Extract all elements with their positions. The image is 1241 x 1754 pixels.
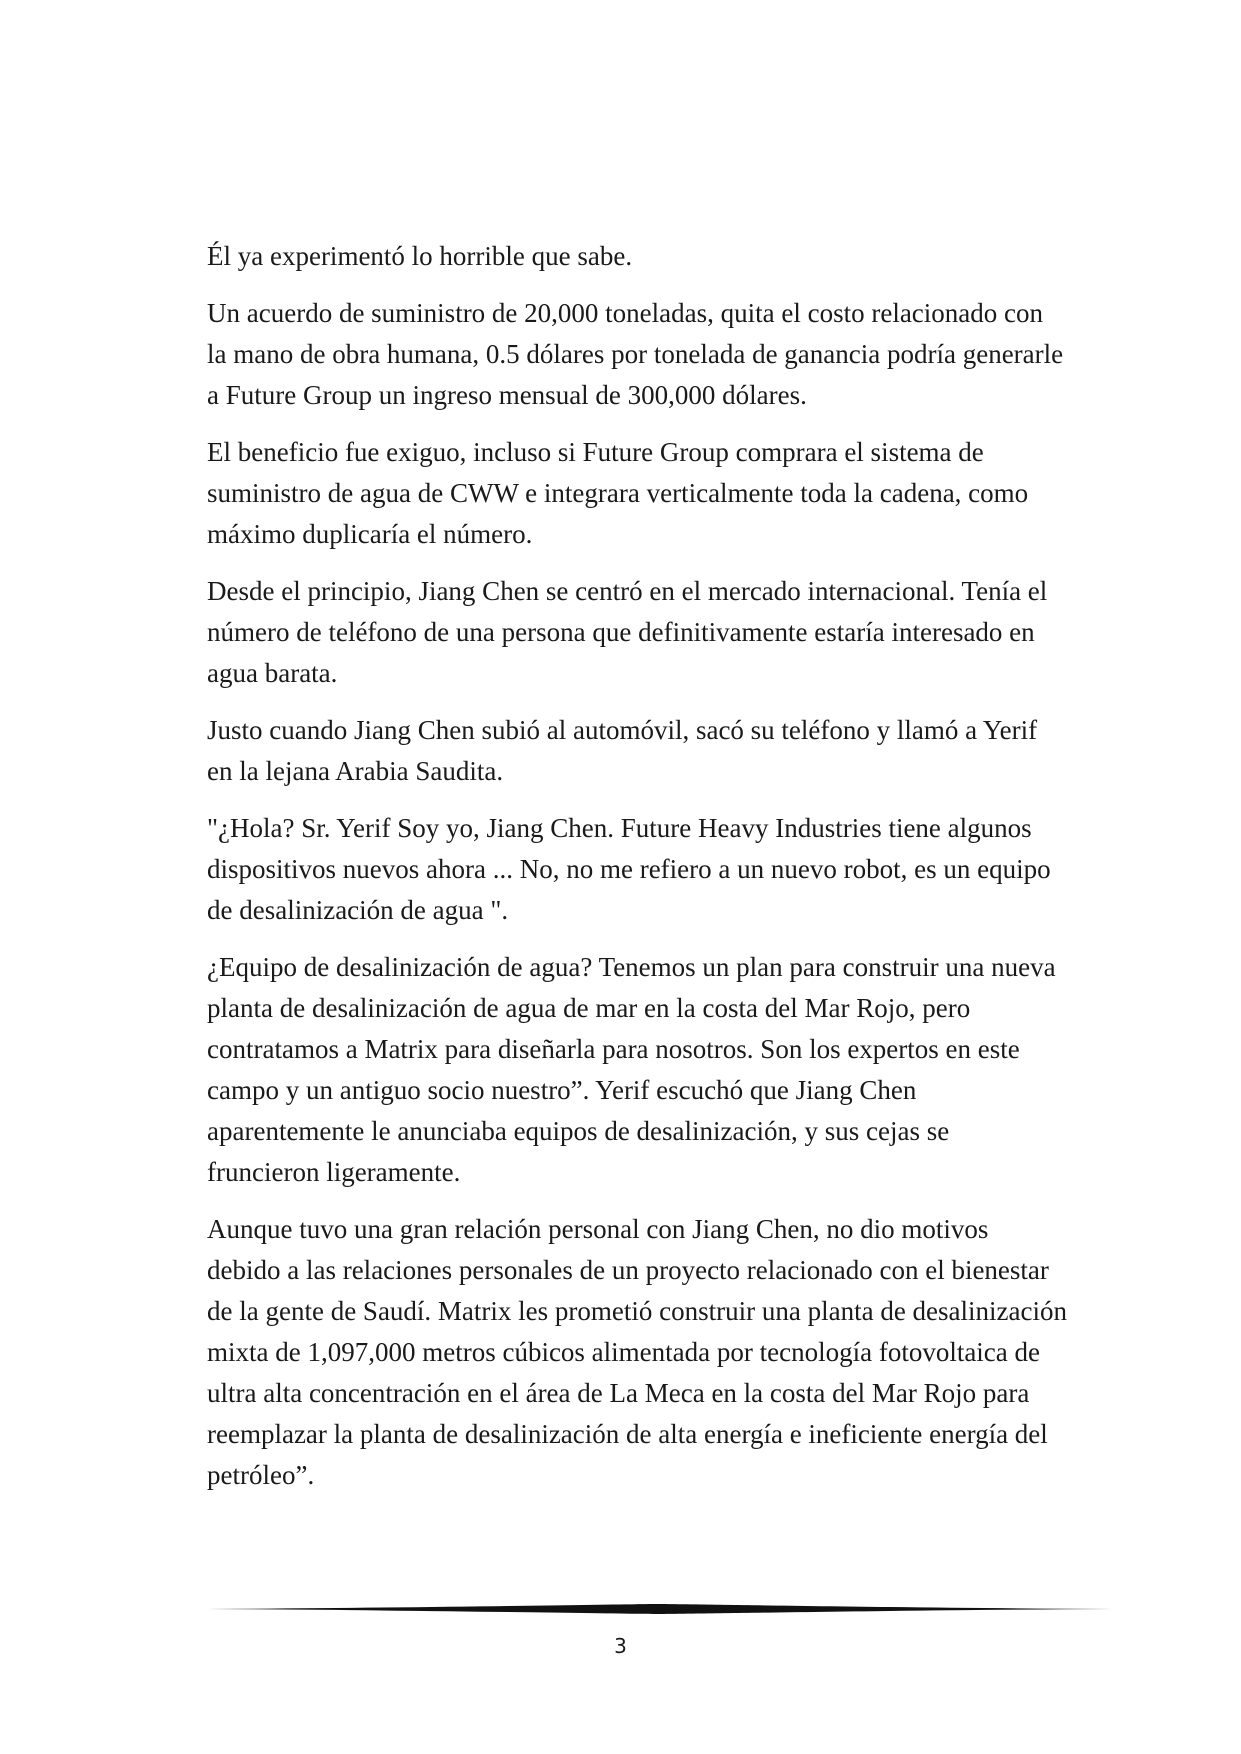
paragraph-3: El beneficio fue exiguo, incluso si Future Group comprara el sistema de suministro de agua de CWW e integrara verticalmente toda la cadena, como máximo duplicaría el número.	[207, 437, 1029, 549]
page-number: 3	[614, 1634, 627, 1658]
paragraph-4: Desde el principio, Jiang Chen se centró en el mercado internacional. Tenía el número de teléfono de una persona que definitivamente estaría interesado en agua barata.	[207, 576, 1048, 688]
body-text	[207, 236, 1067, 1512]
paragraph-6: "¿Hola? Sr. Yerif Soy yo, Jiang Chen. Future Heavy Industries tiene algunos dispositivos nuevos ahora ... No, no me refiero a un nuevo robot, es un equipo de desalinización de agua ".	[207, 813, 1051, 925]
paragraph-5: Justo cuando Jiang Chen subió al automóvil, sacó su teléfono y llamó a Yerif en la lejana Arabia Saudita.	[207, 715, 1038, 786]
footer-divider	[207, 1602, 1113, 1616]
paragraph-1: Él ya experimentó lo horrible que sabe.	[207, 241, 633, 271]
paragraph-7: ¿Equipo de desalinización de agua? Tenemos un plan para construir una nueva planta de desalinización de agua de mar en la costa del Mar Rojo, pero contratamos a Matrix para diseñarla para nosotros. Son los expertos en este campo y un antiguo socio nuestro”. Yerif escuchó que Jiang Chen aparentemente le anunciaba equipos de desalinización, y sus cejas se fruncieron ligeramente.	[207, 952, 1056, 1187]
paragraph-8: Aunque tuvo una gran relación personal con Jiang Chen, no dio motivos debido a las relaciones personales de un proyecto relacionado con el bienestar de la gente de Saudí. Matrix les prometió construir una planta de desalinización mixta de 1,097,000 metros cúbicos alimentada por tecnología fotovoltaica de ultra alta concentración en el área de La Meca en la costa del Mar Rojo para reemplazar la planta de desalinización de alta energía e ineficiente energía del petróleo”.	[207, 1214, 1067, 1490]
paragraph-2: Un acuerdo de suministro de 20,000 toneladas, quita el costo relacionado con la mano de obra humana, 0.5 dólares por tonelada de ganancia podría generarle a Future Group un ingreso mensual de 300,000 dólares.	[207, 298, 1064, 410]
